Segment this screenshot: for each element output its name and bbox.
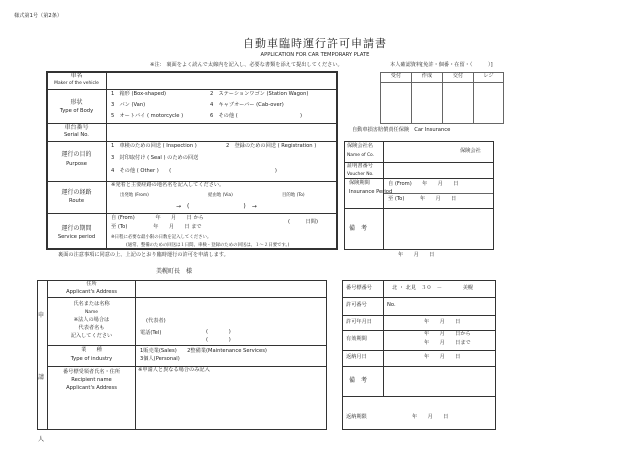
route-label: 運行の経路 (61, 189, 92, 196)
body-option-1[interactable]: 1 箱形 (Box-shaped) (111, 91, 167, 97)
route-note: ※発着と主要経路の地名名を記入してください。 (111, 182, 225, 188)
serial-label-en: Serial No. (64, 132, 89, 138)
insurance-company-label: 保険会社名 (347, 143, 373, 149)
rep-note-3: 記入してください (70, 333, 113, 339)
office-remarks: 備 考 (349, 377, 368, 384)
purpose-option-2[interactable]: 2 登録のための回送 ( Registration ) (226, 143, 317, 149)
address-label: 住所 (86, 281, 97, 287)
route-via: 経由地 (Via) (208, 193, 233, 198)
recipient-note: ※申請人と異なる場合のみ記入 (138, 367, 210, 373)
stamp-created: 作成 (421, 73, 433, 79)
route-from: 出発地 (From) (120, 193, 149, 198)
route-to: 目的地 (To) (282, 193, 305, 198)
industry-label: 業 種 (81, 347, 102, 353)
applicant-side-label: 申請人 (38, 312, 45, 443)
rep-note-2: 代表者名も (78, 325, 105, 331)
industry-label-en: Type of industry (70, 356, 113, 362)
insurance-period-label: 保険期間 (349, 180, 370, 186)
permit-date-value: 年 月 日 (424, 319, 461, 325)
period-label: 運行の期間 (61, 225, 92, 232)
valid-label: 有効期間 (346, 336, 367, 342)
body-option-4[interactable]: 4 キャブオーバー (Cab-over) (210, 102, 284, 108)
recipient-label-en-2: Applicant's Address (66, 385, 117, 391)
deadline-label: 返納期限 (346, 414, 367, 420)
industry-option-2[interactable]: 3個人(Personal) (140, 356, 180, 362)
insurance-title: 自動車損害賠償責任保険 Car Insurance (352, 127, 451, 133)
address-label-en: Applicant's Address (66, 289, 117, 295)
form-id: 様式第1号（第2条） (14, 13, 63, 19)
permit-value: No. (387, 302, 396, 308)
body-type-label: 形状 (70, 99, 83, 106)
serial-label: 車台番号 (64, 124, 89, 131)
recipient-label-en-1: Recipient name (71, 377, 112, 383)
period-note-2: (通常、整備のための回送は１日間、車検・登録のための回送は、１～２日要です。) (126, 243, 290, 248)
confirm-doc-label: 本人確認資料[免許・個番・在留・（ ）] (390, 62, 493, 68)
insurance-company-suffix: 保険会社 (460, 148, 481, 154)
voucher-label: 証明書番号 (347, 163, 373, 169)
stamp-issued: 交付 (452, 73, 464, 79)
body-option-5[interactable]: 5 オートバイ ( motorcycle ) (111, 113, 184, 119)
office-stamp-area (380, 72, 504, 124)
body-option-2[interactable]: 2 ステーションワゴン (Station Wagon) (210, 91, 309, 97)
vehicle-name-label: 車名 (70, 72, 83, 79)
stamp-register: レジ (483, 73, 494, 79)
tel-paren-2[interactable]: ( ) (206, 337, 231, 343)
vehicle-name-label-en: Maker of the vehicle (54, 81, 99, 86)
insurance-from[interactable]: 自 (From) 年 月 日 (388, 181, 459, 187)
period-to[interactable]: 至 (To) 年 月 日 まで (111, 224, 202, 230)
route-label-en: Route (68, 198, 85, 204)
purpose-option-1[interactable]: 1 車検のための回送 ( Inspection ) (111, 143, 197, 149)
page-title: 自動車臨時運行許可申請書 (243, 37, 387, 50)
purpose-option-3[interactable]: 3 封印取付け ( Seal ) のための回送 (111, 155, 199, 161)
period-from[interactable]: 自 (From) 年 月 日 から (111, 215, 204, 221)
valid-row-2: 年 月 日まで (424, 340, 471, 346)
purpose-option-4[interactable]: 4 その他 ( Other ) ( ) (111, 168, 277, 174)
period-days[interactable]: ( 日間) (288, 219, 318, 225)
stamp-received: 受付 (390, 73, 402, 79)
purpose-label: 運行の目的 (61, 151, 92, 158)
deadline-value: 年 月 日 (412, 414, 449, 420)
valid-row-1: 年 月 日から (424, 331, 471, 337)
name-label: 氏名または名称 (73, 301, 110, 307)
tel-label: 電話(Tel) (140, 330, 162, 336)
body-option-3[interactable]: 3 バン (Van) (111, 102, 146, 108)
permit-label: 許可番号 (346, 302, 367, 308)
plate-value: 北 ・ 北見 ３０ － 美幌 (392, 285, 474, 291)
industry-option-1[interactable]: 1販売業(Sales) 2整備業(Maintenance Services) (140, 348, 267, 354)
body-option-6[interactable]: 6 その他 ( ) (210, 113, 302, 119)
pledge-date[interactable]: 年 月 日 (398, 252, 435, 258)
purpose-label-en: Purpose (66, 161, 87, 167)
period-label-en: Service period (57, 234, 96, 240)
insurance-to[interactable]: 至 (To) 年 月 日 (388, 196, 457, 202)
insurance-period-label-en1: Insurance Period (349, 189, 393, 195)
return-label: 返納月日 (346, 354, 367, 360)
insurance-remarks: 備 考 (349, 225, 368, 232)
voucher-label-en: Voucher No. (347, 172, 374, 177)
period-note-1: ※日程に必要な最小限の日数を記入してください。 (111, 235, 212, 240)
addressee: 美幌町長 様 (156, 268, 193, 275)
body-type-label-en: Type of Body (59, 108, 94, 114)
vehicle-name-field[interactable] (107, 72, 337, 89)
return-value: 年 月 日 (424, 354, 461, 360)
tel-paren-1[interactable]: ( ) (206, 329, 231, 335)
recipient-label: 番号標受領者氏名・住所 (62, 369, 121, 375)
route-arrows: → ( ) → (176, 203, 257, 210)
plate-label: 番号標番号 (346, 285, 372, 291)
rep-field[interactable]: (代表者) (146, 318, 166, 324)
name-label-en: Name (85, 310, 98, 315)
rep-note-1: ※法人の場合は (73, 317, 110, 323)
page-subtitle: APPLICATION FOR CAR TEMPORARY PLATE (260, 52, 370, 58)
permit-date-label: 許可年月日 (346, 319, 372, 325)
insurance-company-label-en: Name of Co. (347, 153, 375, 158)
header-note: ※注： 裏面をよく読んで太線内を記入し、必要な書類を添えて提出してください。 (150, 62, 343, 68)
pledge-text: 裏面の注意事項に同意の上、上記のとおり臨時運行の許可を申請します。 (58, 252, 229, 258)
